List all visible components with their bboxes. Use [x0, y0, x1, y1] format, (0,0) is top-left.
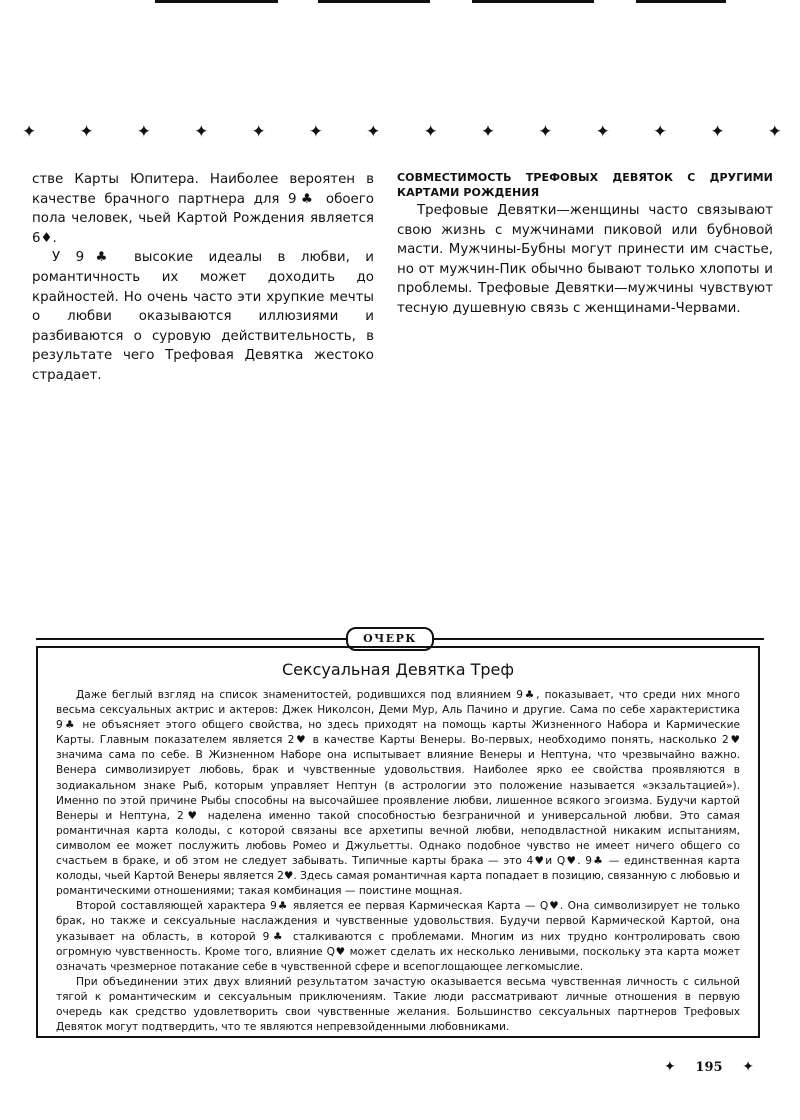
diamond-ornament-icon: ✦	[251, 122, 266, 142]
diamond-ornament-row	[22, 124, 782, 141]
left-paragraph-2: У 9♣ высокие идеалы в любви, и романтичность их может доходить до крайностей. Но очень часто эти хрупкие мечты о любви оказываются иллюзиями и разбиваются о суровую действительность, в результате чего Трефовая Девятка жестоко страдает.	[32, 250, 374, 383]
diamond-ornament-icon: ✦	[194, 122, 209, 142]
diamond-ornament-icon: ✦	[652, 122, 668, 142]
essay-box	[36, 646, 760, 1038]
diamond-ornament-icon: ✦	[22, 122, 37, 142]
top-rule-segment	[636, 0, 726, 3]
essay-title: Сексуальная Девятка Треф	[281, 660, 515, 679]
footer-diamond-icon: ✦	[742, 1059, 754, 1075]
compatibility-paragraph: Трефовые Девятки—женщины часто связывают свою жизнь с мужчинами пиковой или бубновой масти. Мужчины-Бубны могут принести им счастье, но от мужчин-Пик обычно бывают только хлопоты и проблемы. Трефовые Девятки—мужчины чувствуют тесную душевную связь с женщинами-Червами.	[397, 203, 773, 316]
diamond-ornament-icon: ✦	[538, 122, 553, 142]
right-column	[397, 170, 773, 319]
diamond-ornament-icon: ✦	[308, 122, 324, 142]
diamond-ornament-icon: ✦	[79, 122, 94, 142]
diamond-ornament-icon: ✦	[710, 122, 725, 142]
essay-badge: ОЧЕРК	[346, 627, 434, 651]
left-paragraph-1: стве Карты Юпитера. Наиболее вероятен в качестве брачного партнера для 9♣ обоего пола человек, чьей Картой Рождения является 6♦.	[32, 172, 374, 246]
top-rule-segment	[318, 0, 430, 3]
diamond-ornament-icon: ✦	[423, 122, 438, 142]
footer-diamond-icon: ✦	[664, 1059, 676, 1075]
top-rules	[0, 0, 800, 6]
compatibility-heading: СОВМЕСТИМОСТЬ ТРЕФОВЫХ ДЕВЯТОК С ДРУГИМИ КАРТАМИ РОЖДЕНИЯ	[397, 171, 773, 199]
diamond-ornament-icon: ✦	[366, 122, 381, 142]
essay-paragraph-3: При объединении этих двух влияний результатом зачастую оказывается весьма чувственная личность с сильной тягой к романтическим и сексуальным приключениям. Такие люди рассматривают личные отношения в первую очередь как средство удовлетворить свои чувственные желания. Большинство сексуальных партнеров Трефовых Девяток могут подтвердить, что те являются непревзойденными любовниками.	[56, 975, 740, 1034]
diamond-ornament-icon: ✦	[595, 122, 610, 142]
page-number: 195	[695, 1059, 723, 1075]
page-footer	[664, 1057, 754, 1077]
left-column	[32, 170, 374, 386]
diamond-ornament-icon: ✦	[767, 122, 782, 142]
diamond-ornament-icon: ✦	[480, 122, 496, 142]
diamond-ornament-icon: ✦	[136, 122, 151, 142]
essay-paragraph-2: Второй составляющей характера 9♣ является ее первая Кармическая Карта — Q♥. Она символизирует не только брак, но также и сексуальные наслаждения и чувственные удовольствия. Будучи первой Кармической Картой, она указывает на область, в которой 9♣ сталкиваются с проблемами. Многим из них трудно контролировать свою огромную чувственность. Кроме того, влияние Q♥ может сделать их несколько ленивыми, поскольку эта карта может означать чрезмерное потакание себе в чувственной сфере и всепоглощающее легкомыслие.	[56, 900, 740, 973]
top-rule-segment	[472, 0, 594, 3]
top-rule-segment	[155, 0, 278, 3]
essay-paragraph-1: Даже беглый взгляд на список знаменитостей, родившихся под влиянием 9♣, показывает, что среди них много весьма сексуальных актрис и актеров: Джек Николсон, Деми Мур, Аль Пачино и другие. Сама по себе характеристика 9♣ не объясняет этого общего свойства, но здесь приходят на помощь карты Жизненного Набора и Кармические Карты. Главным показателем является 2♥ в качестве Карты Венеры. Во-первых, необходимо понять, насколько 2♥ значима сама по себе. В Жизненном Наборе она испытывает влияние Венеры и Нептуна, что чрезвычайно важно. Венера символизирует любовь, брак и чувственные удовольствия. Наиболее ярко ее свойства проявляются в зодиакальном знаке Рыб, которым управляет Нептун (в астрологии это положение называется «экзальтацией»). Именно по этой причине Рыбы способны на высочайшее проявление любви, лишенное всякого эгоизма. Будучи картой Венеры и Нептуна, 2♥ наделена именно такой способностью безграничной и универсальной любви. Это самая романтичная карта колоды, с которой связаны все архетипы вечной любви, неподвластной никаким испытаниям, символом ее может послужить любовь Ромео и Джульетты. Однако подобное чувство не имеет ничего общего со счастьем в браке, и об этом не следует забывать. Типичные карты брака — это 4♥и Q♥. 9♣ — единственная карта колоды, чьей Картой Венеры является 2♥. Здесь самая романтичная карта попадает в позицию, связанную с любовью и романтическими отношениями; такая комбинация — поистине мощная.	[56, 689, 740, 898]
